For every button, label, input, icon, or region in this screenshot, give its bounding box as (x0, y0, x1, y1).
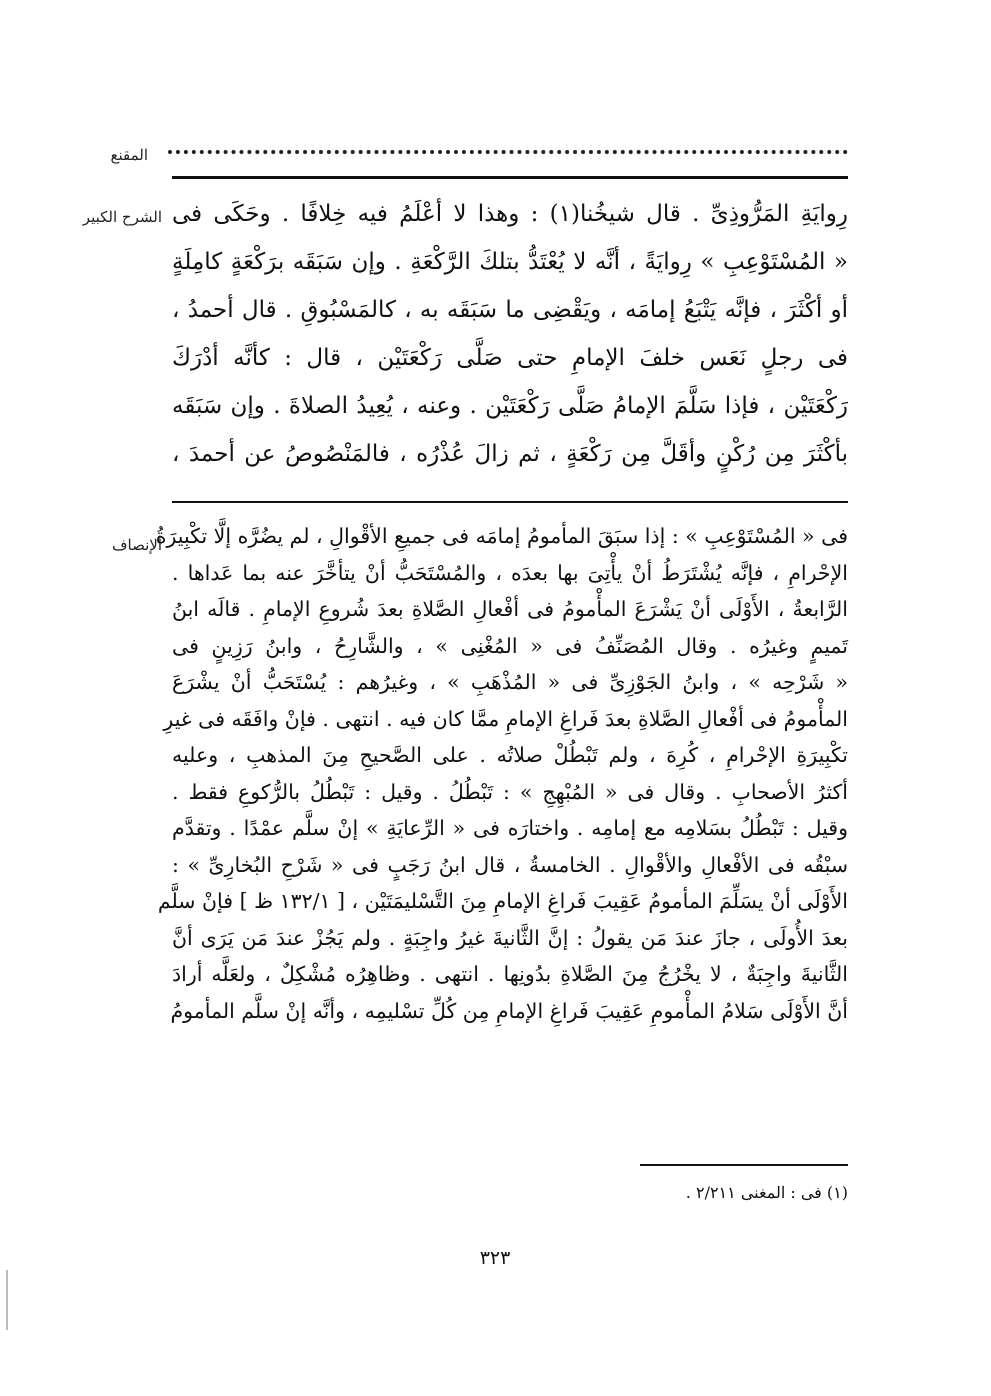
sharh-line: رَكْعَتَيْن ، فإذا سَلَّمَ الإمامُ صَلَّى رَكْعَتَيْن . وعنه ، يُعِيدُ الصلاةَ . وإن سَبَقَه (172, 393, 848, 419)
insaf-line: تكْبِيرَةِ الإحْرامِ ، كُرِهَ ، ولم تَبْطُلْ صلاتُه . على الصَّحيحِ مِنَ المذهبِ ، وعليه (172, 743, 848, 767)
insaf-line: الثَّانيةَ واجِبَةٌ ، لا يخْرُجُ مِنَ الصَّلاةِ بدُونِها . انتهى . وظاهِرُه مُشْكِلٌ ، ولعَلَّه أرادَ (172, 962, 848, 986)
sharh-side-label: الشرح الكبير (82, 208, 162, 226)
insaf-line: سبْقُه فى الأفْعالِ والأقْوالِ . الخامسةُ ، قال ابنُ رَجَبٍ فى « شَرْحِ البُخارِىِّ » : (172, 852, 848, 877)
scan-edge-mark (6, 1270, 8, 1330)
insaf-line: الأَوْلَى أنْ يسَلِّمَ المأمومُ عَقِيبَ فَراغِ الإمامِ مِنَ التَّسْليمَتَيْن ، [ ١٣٢/١ ظ ] فإنْ سلَّم (157, 889, 848, 913)
page-number: ٣٢٣ (479, 1247, 511, 1269)
insaf-line: تَميمٍ وغيرُه . وقال المُصَنِّفُ فى « المُغْنِى » ، والشَّارِحُ ، وابنُ رَزِينٍ فى (172, 633, 848, 658)
insaf-side-label: الإنصاف (111, 536, 162, 554)
middle-divider (172, 501, 848, 503)
insaf-line: الرَّابعةُ ، الأَوْلَى أنْ يَشْرَعَ المأْمومُ فى أفْعالِ الصَّلاةِ بعدَ شُروعِ الإمامِ . قالَه ابنُ (172, 597, 848, 621)
footnote: (١) فى : المغنى ٢/٢١١ . (685, 1183, 848, 1202)
sharh-line: رِوايَةِ المَرُّوذِىِّ . قال شيخُنا(١) : وهذا لا أعْلَمُ فيه خِلافًا . وحَكَى فى (172, 201, 848, 227)
sharh-line: فى رجلٍ نَعَس خلفَ الإمامِ حتى صَلَّى رَكْعَتَيْن ، قال : كأنَّه أدْرَكَ (172, 345, 848, 371)
sharh-line: « المُسْتَوْعِبِ » رِوايَةً ، أنَّه لا يُعْتَدُّ بتلكَ الرَّكْعَةِ . وإن سَبَقَه برَكْعَةٍ كامِلَةٍ (172, 249, 848, 275)
footnote-divider (640, 1164, 848, 1166)
top-divider (172, 176, 848, 179)
insaf-line: الإحْرامِ ، فإنَّه يُشْتَرَطُ أنْ يأْتِىَ بها بعدَه ، والمُسْتَحَبُّ أنْ يتأخَّرَ عنه بما عَداها . (172, 560, 848, 585)
sharh-line: أو أكْثَرَ ، فإنَّه يَتْبَعُ إمامَه ، ويَقْضِى ما سَبَقَه به ، كالمَسْبُوقِ . قال أحمدُ ، (172, 297, 848, 323)
insaf-text-block (155, 518, 848, 1029)
muqni-side-label: المقنع (110, 146, 148, 164)
insaf-line: أنَّ الأَوْلَى سَلامُ المأْمومِ عَقِيبَ فَراغِ الإمامِ مِن كُلِّ تسْليمِه ، وأنَّه إنْ سلَّم المأمومُ (170, 998, 848, 1023)
sharh-line: بأكْثَرَ مِن رُكْنٍ وأقَلَّ مِن رَكْعَةٍ ، ثم زالَ عُذْرُه ، فالمَنْصُوصُ عن أحمدَ ، (172, 441, 848, 467)
insaf-line: فى « المُسْتَوْعِبِ » : إذا سبَقَ المأمومُ إمامَه فى جميعِ الأقْوالِ ، لم يضُرَّه إلَّا تكْبِيرَةُ (155, 524, 848, 548)
insaf-line: أكثرُ الأصحابِ . وقال فى « المُبْهِجِ » : تَبْطُلُ . وقيل : تَبْطُلُ بالرُّكوعِ فقط . (172, 779, 848, 804)
insaf-line: بعدَ الأُولَى ، جازَ عندَ مَن يقولُ : إنَّ الثَّانيةَ غيرُ واجِبَةٍ . ولم يَجُزْ عندَ مَن يَرَى أنَّ (172, 925, 848, 950)
insaf-line: « شَرْحِه » ، وابنُ الجَوْزِىِّ فى « المُذْهَبِ » ، وغيرُهم : يُسْتَحَبُّ أنْ يشْرَعَ (172, 670, 848, 694)
muqni-dotted-placeholder (168, 150, 848, 160)
insaf-line: وقيل : تَبْطُلُ بسَلامِه مع إمامِه . واختارَه فى « الرِّعايَةِ » إنْ سلَّم عمْدًا . وتقدَّم (172, 816, 848, 840)
sharh-text-block (172, 190, 848, 478)
insaf-line: المأْمومُ فى أفْعالِ الصَّلاةِ بعدَ فَراغِ الإمامِ ممَّا كان فيه . انتهى . فإنْ وافَقَه فى غيرِ (163, 706, 848, 731)
